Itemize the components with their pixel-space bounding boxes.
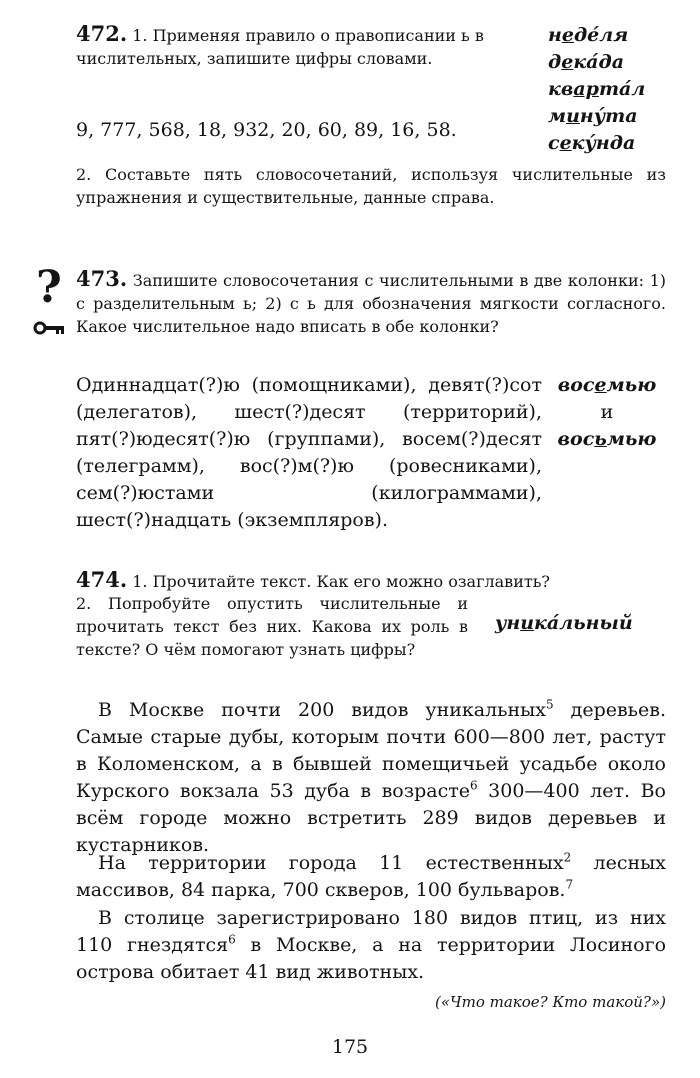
- ex474-paragraph-1: В Москве почти 200 видов уникальных$^5$ деревьев. Самые старые дубы, которым почти 600—800 лет, растут в Коломенском, а в бывшей помещичьей усадьбе около Курского вокзала 53 дуба в возрасте$^6$ 300—400 лет. Во всём городе можно встретить 289 видов деревьев и кустарников.: [76, 697, 666, 856]
- ex473-side: [551, 372, 663, 453]
- word-item: дека́да: [548, 51, 625, 73]
- word-item: мину́та: [548, 105, 638, 127]
- ex473-task: [76, 267, 666, 338]
- ex473-text: Одиннадцат(?)ю (помощниками), девят(?)сот (делегатов), шест(?)десят (территорий), пят(?)юдесят(?)ю (группами), восем(?)десят (телеграмм), вос(?)м(?)ю (ровесниками), сем(?)юстами (килограммами), шест(?)надцать (экземпляров).: [76, 374, 542, 531]
- side-word-1: восемью: [557, 374, 657, 396]
- ex472-words: [548, 22, 645, 157]
- ex473-task-text: Запишите словосочетания с числительными в две колонки: 1) с разделительным ь; 2) с ь для обозначения мягкости согласного. Какое числительное надо вписать в обе колонки?: [76, 271, 666, 336]
- word-item: кварта́л: [548, 78, 646, 100]
- ex474-side: уника́льный: [495, 612, 633, 634]
- side-and: и: [600, 401, 614, 423]
- ex474-paragraph-2: На территории города 11 естественных$^2$ лесных массивов, 84 парка, 700 скверов, 100 бульваров.$^7$: [76, 850, 667, 901]
- word-item: неде́ля: [548, 24, 629, 46]
- ex474-number: 474.: [76, 567, 128, 592]
- ex474-paragraph-3: В столице зарегистрировано 180 видов птиц, из них 110 гнездятся$^6$ в Москве, а на территории Лосиного острова обитает 41 вид животных.: [76, 907, 667, 983]
- ex472-task1: [76, 22, 516, 70]
- ex473-number: 473.: [76, 266, 128, 291]
- ex472-task1-text: 1. Применяя правило о правописании ь в числительных, запишите цифры словами.: [76, 26, 484, 68]
- page-number: 175: [331, 1036, 369, 1058]
- ex472-task2: 2. Составьте пять словосочетаний, используя числительные из упражнения и существительные, данные справа.: [76, 165, 666, 207]
- side-word-2: восьмью: [557, 428, 657, 450]
- svg-text:?: ?: [36, 262, 62, 313]
- ex474-task-line1: 1. Прочитайте текст. Как его можно озаглавить?: [132, 572, 550, 591]
- source-citation: («Что такое? Кто такой?»): [434, 993, 666, 1011]
- ex472-numbers: 9, 777, 568, 18, 932, 20, 60, 89, 16, 58.: [76, 119, 457, 141]
- ex474-task1: [76, 568, 666, 593]
- ex474-task2: 2. Попробуйте опустить числительные и прочитать текст без них. Какова их роль в тексте? О чём помогают узнать цифры?: [76, 594, 468, 659]
- word-item: секу́нда: [548, 132, 636, 154]
- ex472-number: 472.: [76, 21, 128, 46]
- question-key-icon: [32, 262, 68, 342]
